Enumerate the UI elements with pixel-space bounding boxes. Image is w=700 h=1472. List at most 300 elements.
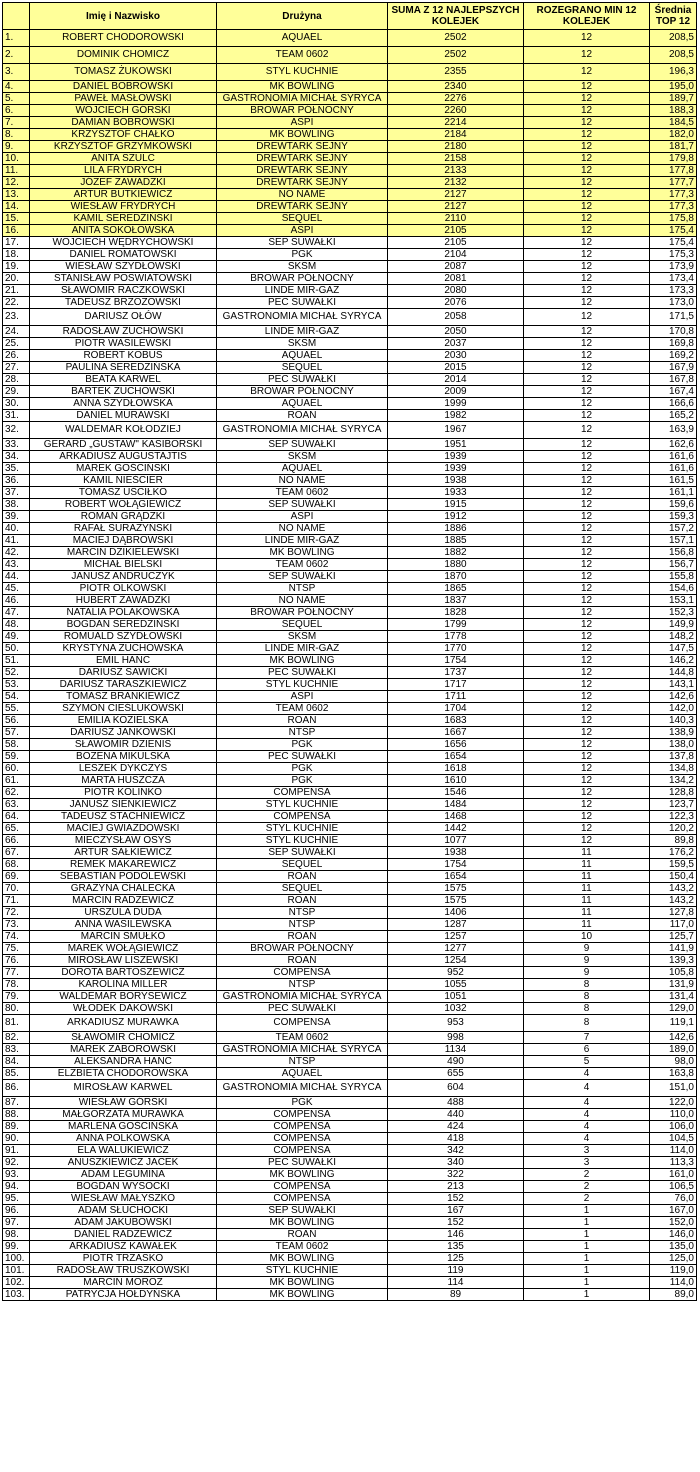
cell-team: COMPENSA (217, 787, 388, 799)
cell-average: 153,1 (650, 595, 697, 607)
cell-rank: 71. (3, 895, 30, 907)
cell-average: 167,0 (650, 1205, 697, 1217)
cell-games-played: 4 (524, 1080, 650, 1097)
cell-sum-top12: 152 (388, 1193, 524, 1205)
cell-player-name: WOJCIECH WĘDRYCHOWSKI (30, 237, 217, 249)
cell-sum-top12: 440 (388, 1109, 524, 1121)
cell-games-played: 12 (524, 487, 650, 499)
cell-games-played: 12 (524, 117, 650, 129)
cell-sum-top12: 1704 (388, 703, 524, 715)
cell-player-name: ANNA WASILEWSKA (30, 919, 217, 931)
cell-rank: 70. (3, 883, 30, 895)
table-row (3, 655, 697, 667)
cell-games-played: 8 (524, 1015, 650, 1032)
cell-average: 140,3 (650, 715, 697, 727)
cell-rank: 44. (3, 571, 30, 583)
table-row (3, 1032, 697, 1044)
table-row (3, 571, 697, 583)
table-row (3, 595, 697, 607)
cell-average: 161,1 (650, 487, 697, 499)
cell-player-name: MAREK GOŚCIŃSKI (30, 463, 217, 475)
table-row (3, 1080, 697, 1097)
cell-games-played: 12 (524, 631, 650, 643)
cell-average: 104,5 (650, 1133, 697, 1145)
table-row (3, 362, 697, 374)
cell-player-name: MACIEJ DĄBROWSKI (30, 535, 217, 547)
header-sum: SUMA Z 12 NAJLEPSZYCH KOLEJEK (388, 3, 524, 30)
cell-rank: 81. (3, 1015, 30, 1032)
cell-rank: 5. (3, 93, 30, 105)
cell-team: ROAN (217, 715, 388, 727)
cell-average: 173,0 (650, 297, 697, 309)
cell-team: SEP SUWAŁKI (217, 847, 388, 859)
cell-player-name: MICHAŁ BIELSKI (30, 559, 217, 571)
table-row (3, 943, 697, 955)
cell-games-played: 1 (524, 1241, 650, 1253)
table-row (3, 499, 697, 511)
cell-team: TEAM 0602 (217, 1241, 388, 1253)
cell-team: TEAM 0602 (217, 47, 388, 64)
cell-team: STYL KUCHNIE (217, 1265, 388, 1277)
table-row (3, 883, 697, 895)
table-row (3, 374, 697, 386)
cell-team: SEP SUWAŁKI (217, 439, 388, 451)
cell-sum-top12: 213 (388, 1181, 524, 1193)
cell-average: 159,3 (650, 511, 697, 523)
table-row (3, 667, 697, 679)
cell-rank: 13. (3, 189, 30, 201)
cell-sum-top12: 1933 (388, 487, 524, 499)
table-row (3, 105, 697, 117)
cell-player-name: JANUSZ ANDRUCZYK (30, 571, 217, 583)
cell-team: TEAM 0602 (217, 703, 388, 715)
cell-team: STYL KUCHNIE (217, 679, 388, 691)
cell-rank: 28. (3, 374, 30, 386)
cell-rank: 2. (3, 47, 30, 64)
cell-sum-top12: 135 (388, 1241, 524, 1253)
cell-rank: 21. (3, 285, 30, 297)
cell-player-name: TADEUSZ BRZOZOWSKI (30, 297, 217, 309)
cell-average: 129,0 (650, 1003, 697, 1015)
cell-sum-top12: 2076 (388, 297, 524, 309)
table-body (3, 30, 697, 1301)
cell-games-played: 12 (524, 297, 650, 309)
table-row (3, 859, 697, 871)
cell-games-played: 6 (524, 1044, 650, 1056)
cell-team: STYL KUCHNIE (217, 799, 388, 811)
cell-average: 146,2 (650, 655, 697, 667)
cell-team: PGK (217, 249, 388, 261)
table-row (3, 835, 697, 847)
cell-player-name: JANUSZ SIENKIEWICZ (30, 799, 217, 811)
table-row (3, 451, 697, 463)
cell-sum-top12: 1618 (388, 763, 524, 775)
cell-player-name: ARKADIUSZ KAWAŁEK (30, 1241, 217, 1253)
table-row (3, 751, 697, 763)
cell-rank: 87. (3, 1097, 30, 1109)
cell-average: 171,5 (650, 309, 697, 326)
cell-games-played: 12 (524, 655, 650, 667)
cell-average: 161,6 (650, 463, 697, 475)
cell-rank: 10. (3, 153, 30, 165)
cell-team: MK BOWLING (217, 129, 388, 141)
cell-rank: 88. (3, 1109, 30, 1121)
cell-rank: 101. (3, 1265, 30, 1277)
cell-average: 122,0 (650, 1097, 697, 1109)
cell-games-played: 12 (524, 386, 650, 398)
cell-average: 154,6 (650, 583, 697, 595)
cell-average: 173,3 (650, 285, 697, 297)
cell-games-played: 12 (524, 667, 650, 679)
cell-sum-top12: 2105 (388, 225, 524, 237)
cell-rank: 59. (3, 751, 30, 763)
cell-player-name: NATALIA POLAKOWSKA (30, 607, 217, 619)
table-row (3, 338, 697, 350)
table-row (3, 129, 697, 141)
cell-team: MK BOWLING (217, 1253, 388, 1265)
cell-games-played: 12 (524, 350, 650, 362)
cell-games-played: 12 (524, 398, 650, 410)
cell-team: DREWTARK SEJNY (217, 177, 388, 189)
cell-games-played: 9 (524, 943, 650, 955)
table-row (3, 583, 697, 595)
cell-team: MK BOWLING (217, 1169, 388, 1181)
cell-games-played: 12 (524, 607, 650, 619)
cell-sum-top12: 1654 (388, 871, 524, 883)
cell-player-name: TOMASZ ŻUKOWSKI (30, 64, 217, 81)
table-row (3, 1003, 697, 1015)
cell-sum-top12: 1967 (388, 422, 524, 439)
cell-average: 138,9 (650, 727, 697, 739)
cell-average: 157,2 (650, 523, 697, 535)
cell-games-played: 11 (524, 883, 650, 895)
table-row (3, 1157, 697, 1169)
table-row (3, 1015, 697, 1032)
cell-player-name: ROBERT WOŁĄGIEWICZ (30, 499, 217, 511)
cell-rank: 49. (3, 631, 30, 643)
cell-average: 156,8 (650, 547, 697, 559)
cell-average: 156,7 (650, 559, 697, 571)
cell-games-played: 11 (524, 859, 650, 871)
cell-rank: 100. (3, 1253, 30, 1265)
cell-sum-top12: 1442 (388, 823, 524, 835)
cell-team: GASTRONOMIA MICHAŁ SYRYCA (217, 93, 388, 105)
cell-games-played: 1 (524, 1289, 650, 1301)
cell-player-name: DARIUSZ JANKOWSKI (30, 727, 217, 739)
cell-rank: 85. (3, 1068, 30, 1080)
cell-games-played: 12 (524, 64, 650, 81)
cell-average: 128,8 (650, 787, 697, 799)
cell-rank: 60. (3, 763, 30, 775)
cell-rank: 89. (3, 1121, 30, 1133)
cell-average: 167,8 (650, 374, 697, 386)
cell-average: 176,2 (650, 847, 697, 859)
cell-rank: 25. (3, 338, 30, 350)
cell-player-name: TADEUSZ STACHNIEWICZ (30, 811, 217, 823)
cell-player-name: SŁAWOMIR RACZKOWSKI (30, 285, 217, 297)
cell-player-name: HUBERT ZAWADZKI (30, 595, 217, 607)
cell-average: 177,3 (650, 189, 697, 201)
cell-team: BROWAR PÓŁNOCNY (217, 607, 388, 619)
cell-average: 125,0 (650, 1253, 697, 1265)
cell-rank: 58. (3, 739, 30, 751)
cell-rank: 94. (3, 1181, 30, 1193)
cell-team: SEP SUWAŁKI (217, 499, 388, 511)
cell-sum-top12: 1938 (388, 475, 524, 487)
cell-team: ROAN (217, 931, 388, 943)
cell-games-played: 10 (524, 931, 650, 943)
cell-rank: 24. (3, 326, 30, 338)
cell-games-played: 9 (524, 955, 650, 967)
cell-rank: 39. (3, 511, 30, 523)
cell-sum-top12: 114 (388, 1277, 524, 1289)
cell-sum-top12: 1886 (388, 523, 524, 535)
cell-games-played: 2 (524, 1181, 650, 1193)
table-row (3, 1169, 697, 1181)
cell-team: NO NAME (217, 189, 388, 201)
table-row (3, 422, 697, 439)
cell-rank: 52. (3, 667, 30, 679)
cell-rank: 6. (3, 105, 30, 117)
table-row (3, 285, 697, 297)
table-row (3, 117, 697, 129)
cell-sum-top12: 1982 (388, 410, 524, 422)
cell-player-name: MACIEJ GWIAZDOWSKI (30, 823, 217, 835)
cell-sum-top12: 2050 (388, 326, 524, 338)
cell-rank: 12. (3, 177, 30, 189)
cell-rank: 102. (3, 1277, 30, 1289)
cell-player-name: DARIUSZ TARASZKIEWICZ (30, 679, 217, 691)
cell-rank: 64. (3, 811, 30, 823)
cell-player-name: SEBASTIAN PODOLEWSKI (30, 871, 217, 883)
cell-sum-top12: 655 (388, 1068, 524, 1080)
table-row (3, 398, 697, 410)
cell-games-played: 4 (524, 1068, 650, 1080)
cell-team: SKSM (217, 261, 388, 273)
cell-rank: 31. (3, 410, 30, 422)
cell-rank: 43. (3, 559, 30, 571)
cell-team: PEC SUWAŁKI (217, 667, 388, 679)
cell-average: 159,6 (650, 499, 697, 511)
table-row (3, 787, 697, 799)
cell-games-played: 12 (524, 511, 650, 523)
table-row (3, 559, 697, 571)
cell-sum-top12: 1754 (388, 655, 524, 667)
cell-rank: 78. (3, 979, 30, 991)
cell-average: 189,7 (650, 93, 697, 105)
cell-average: 159,5 (650, 859, 697, 871)
cell-team: BROWAR PÓŁNOCNY (217, 386, 388, 398)
cell-sum-top12: 2015 (388, 362, 524, 374)
cell-team: SEQUEL (217, 859, 388, 871)
cell-player-name: SŁAWOMIR DZIENIS (30, 739, 217, 751)
cell-player-name: KAMIL NIEŚCIER (30, 475, 217, 487)
cell-player-name: WALDEMAR KOŁODZIEJ (30, 422, 217, 439)
table-row (3, 919, 697, 931)
table-row (3, 487, 697, 499)
cell-player-name: MIROSŁAW LISZEWSKI (30, 955, 217, 967)
cell-rank: 29. (3, 386, 30, 398)
cell-average: 110,0 (650, 1109, 697, 1121)
cell-player-name: ARTUR SAŁKIEWICZ (30, 847, 217, 859)
table-row (3, 81, 697, 93)
cell-team: PEC SUWAŁKI (217, 297, 388, 309)
cell-sum-top12: 1055 (388, 979, 524, 991)
table-row (3, 1193, 697, 1205)
table-row (3, 189, 697, 201)
cell-rank: 48. (3, 619, 30, 631)
cell-sum-top12: 2037 (388, 338, 524, 350)
cell-games-played: 12 (524, 249, 650, 261)
cell-rank: 79. (3, 991, 30, 1003)
cell-player-name: RADOSŁAW ŻUCHOWSKI (30, 326, 217, 338)
cell-team: SEP SUWAŁKI (217, 571, 388, 583)
cell-rank: 68. (3, 859, 30, 871)
cell-average: 162,6 (650, 439, 697, 451)
cell-sum-top12: 322 (388, 1169, 524, 1181)
cell-sum-top12: 2132 (388, 177, 524, 189)
cell-sum-top12: 1287 (388, 919, 524, 931)
cell-average: 120,2 (650, 823, 697, 835)
table-row (3, 523, 697, 535)
cell-rank: 8. (3, 129, 30, 141)
cell-average: 142,6 (650, 1032, 697, 1044)
cell-average: 119,0 (650, 1265, 697, 1277)
cell-player-name: ROMAN GRĄDZKI (30, 511, 217, 523)
cell-games-played: 12 (524, 261, 650, 273)
cell-player-name: TOMASZ USCIŁKO (30, 487, 217, 499)
cell-rank: 63. (3, 799, 30, 811)
cell-average: 151,0 (650, 1080, 697, 1097)
cell-rank: 69. (3, 871, 30, 883)
cell-sum-top12: 1406 (388, 907, 524, 919)
cell-average: 150,4 (650, 871, 697, 883)
cell-player-name: MARCIN DZIKIELEWSKI (30, 547, 217, 559)
cell-team: PGK (217, 739, 388, 751)
cell-rank: 1. (3, 30, 30, 47)
cell-average: 131,4 (650, 991, 697, 1003)
cell-sum-top12: 1134 (388, 1044, 524, 1056)
cell-sum-top12: 1717 (388, 679, 524, 691)
cell-team: AQUAEL (217, 463, 388, 475)
cell-average: 143,2 (650, 883, 697, 895)
cell-player-name: DOMINIK CHOMICZ (30, 47, 217, 64)
cell-player-name: MARTA HUSZCZA (30, 775, 217, 787)
cell-team: ASPI (217, 691, 388, 703)
table-row (3, 619, 697, 631)
cell-rank: 50. (3, 643, 30, 655)
cell-rank: 35. (3, 463, 30, 475)
cell-player-name: MAREK ZABOROWSKI (30, 1044, 217, 1056)
cell-average: 137,8 (650, 751, 697, 763)
cell-team: NTSP (217, 907, 388, 919)
cell-player-name: WIESŁAW FRYDRYCH (30, 201, 217, 213)
cell-rank: 26. (3, 350, 30, 362)
cell-player-name: ANNA SZYDŁOWSKA (30, 398, 217, 410)
cell-player-name: WALDEMAR BORYSEWICZ (30, 991, 217, 1003)
cell-player-name: GRAŻYNA CHALECKA (30, 883, 217, 895)
table-row (3, 249, 697, 261)
table-row (3, 93, 697, 105)
table-row (3, 979, 697, 991)
cell-team: PGK (217, 1097, 388, 1109)
cell-games-played: 4 (524, 1121, 650, 1133)
cell-team: ROAN (217, 410, 388, 422)
cell-team: ASPI (217, 117, 388, 129)
table-row (3, 1068, 697, 1080)
cell-player-name: KAMIL SEREDZIŃSKI (30, 213, 217, 225)
cell-team: BROWAR PÓŁNOCNY (217, 105, 388, 117)
cell-sum-top12: 1711 (388, 691, 524, 703)
table-row (3, 326, 697, 338)
cell-player-name: DAMIAN BOBROWSKI (30, 117, 217, 129)
table-row (3, 895, 697, 907)
cell-rank: 95. (3, 1193, 30, 1205)
cell-sum-top12: 1885 (388, 535, 524, 547)
cell-rank: 15. (3, 213, 30, 225)
cell-average: 182,0 (650, 129, 697, 141)
cell-player-name: PAULINA SEREDZIŃSKA (30, 362, 217, 374)
cell-player-name: LILA FRYDRYCH (30, 165, 217, 177)
cell-games-played: 12 (524, 141, 650, 153)
cell-average: 139,3 (650, 955, 697, 967)
cell-sum-top12: 1032 (388, 1003, 524, 1015)
cell-sum-top12: 1882 (388, 547, 524, 559)
cell-team: SKSM (217, 631, 388, 643)
cell-average: 125,7 (650, 931, 697, 943)
cell-sum-top12: 2081 (388, 273, 524, 285)
cell-sum-top12: 1754 (388, 859, 524, 871)
cell-average: 181,7 (650, 141, 697, 153)
cell-rank: 57. (3, 727, 30, 739)
cell-average: 106,5 (650, 1181, 697, 1193)
cell-player-name: DANIEL RADZEWICZ (30, 1229, 217, 1241)
cell-sum-top12: 1799 (388, 619, 524, 631)
cell-games-played: 12 (524, 93, 650, 105)
cell-player-name: BARTEK ŻUCHOWSKI (30, 386, 217, 398)
cell-rank: 4. (3, 81, 30, 93)
cell-games-played: 8 (524, 1003, 650, 1015)
cell-team: NTSP (217, 583, 388, 595)
cell-average: 165,2 (650, 410, 697, 422)
table-row (3, 1133, 697, 1145)
cell-rank: 98. (3, 1229, 30, 1241)
table-row (3, 201, 697, 213)
cell-average: 167,4 (650, 386, 697, 398)
cell-games-played: 11 (524, 907, 650, 919)
table-row (3, 967, 697, 979)
cell-sum-top12: 1575 (388, 883, 524, 895)
cell-sum-top12: 342 (388, 1145, 524, 1157)
cell-sum-top12: 1610 (388, 775, 524, 787)
header-avg: Średnia TOP 12 (650, 3, 697, 30)
cell-rank: 65. (3, 823, 30, 835)
cell-player-name: ELŻBIETA CHODOROWSKA (30, 1068, 217, 1080)
cell-average: 163,8 (650, 1068, 697, 1080)
cell-rank: 22. (3, 297, 30, 309)
cell-sum-top12: 167 (388, 1205, 524, 1217)
table-row (3, 535, 697, 547)
cell-average: 89,8 (650, 835, 697, 847)
cell-games-played: 12 (524, 81, 650, 93)
cell-average: 189,0 (650, 1044, 697, 1056)
table-row (3, 847, 697, 859)
cell-sum-top12: 1051 (388, 991, 524, 1003)
cell-rank: 38. (3, 499, 30, 511)
table-row (3, 213, 697, 225)
cell-average: 135,0 (650, 1241, 697, 1253)
table-row (3, 309, 697, 326)
